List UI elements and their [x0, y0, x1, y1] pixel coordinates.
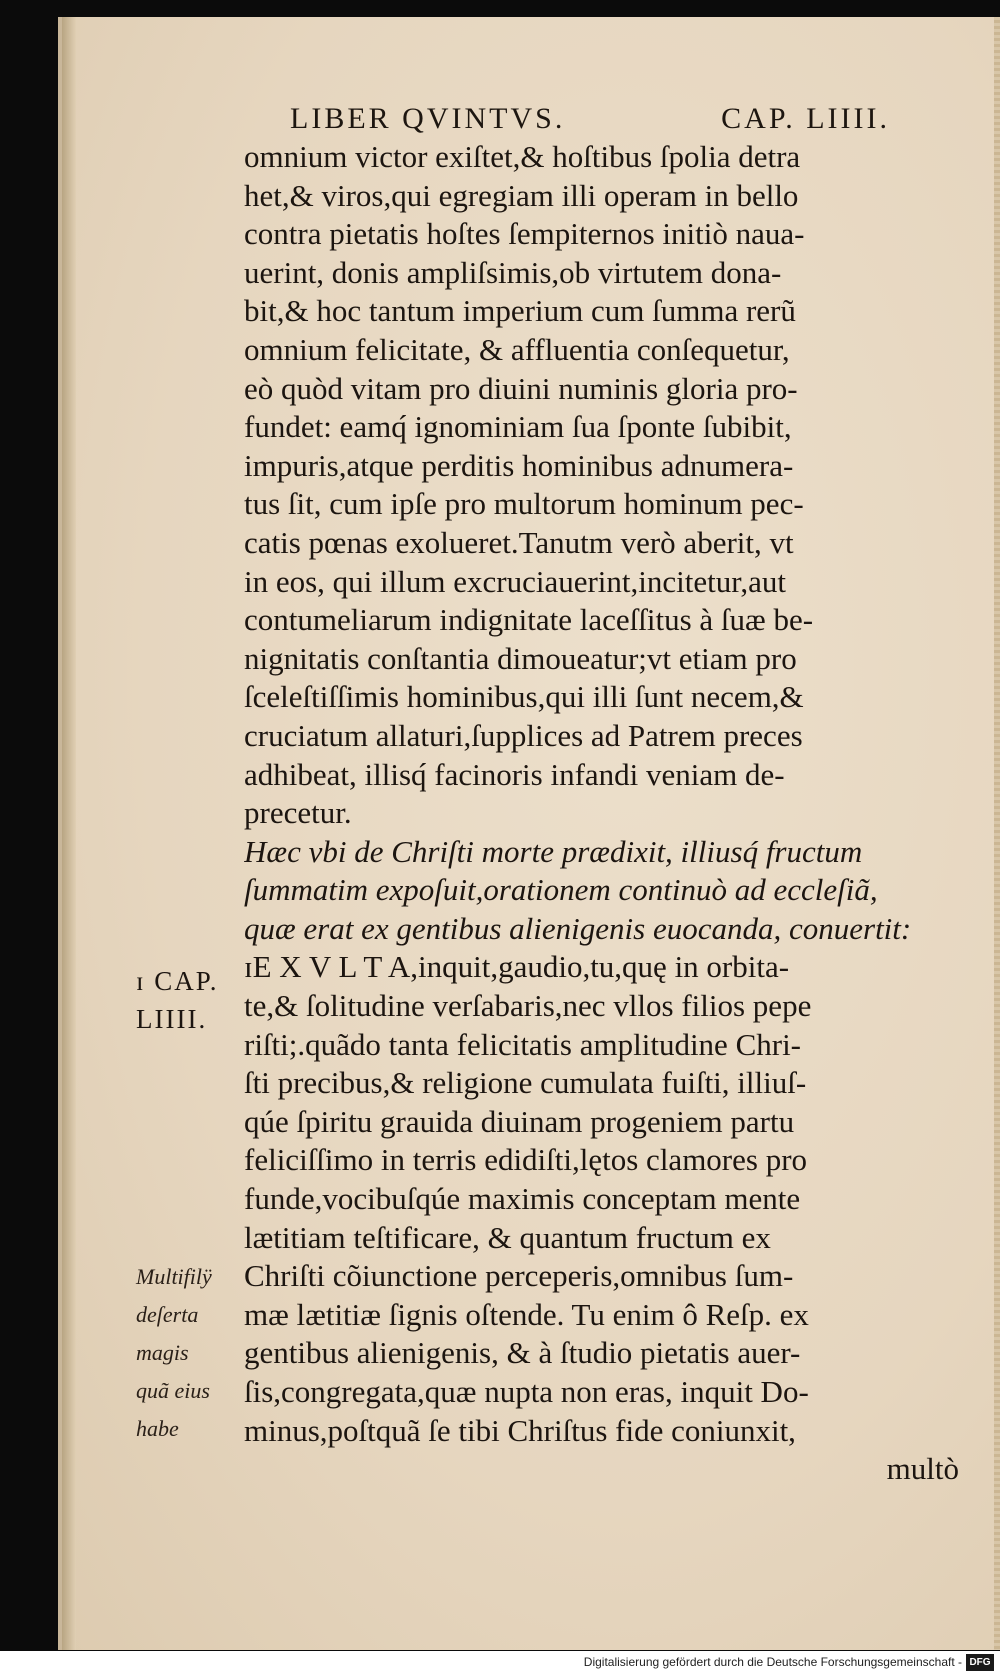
- page-gutter: [62, 17, 76, 1650]
- margin-note-line: quã eius: [136, 1378, 210, 1403]
- running-title: LIBER QVINTVS.: [290, 102, 566, 135]
- margin-note-line: habe: [136, 1416, 179, 1441]
- text-line: feliciſſimo in terris edidiſti,lętos clamores pro: [244, 1142, 808, 1178]
- text-line: eò quòd vitam pro diuini numinis gloria pro-: [244, 370, 798, 406]
- page-edge: [994, 17, 1000, 1650]
- margin-note: [136, 1258, 212, 1448]
- running-header: [290, 102, 890, 142]
- text-line: te,& ſolitudine verſabaris,nec vllos filios pepe: [244, 988, 812, 1024]
- margin-chapter-marker: [136, 962, 219, 1038]
- text-line: impuris,atque perditis hominibus adnumera-: [244, 447, 794, 483]
- body-text: [244, 138, 959, 1489]
- text-line: ſis,congregata,quæ nupta non eras, inquit Do-: [244, 1374, 809, 1409]
- text-line: tus ſit, cum ipſe pro multorum hominum pec-: [244, 486, 804, 522]
- margin-chapter-line: LIIII.: [136, 1004, 208, 1034]
- text-line: ſti precibus,& religione cumulata fuiſti, illiuſ-: [244, 1065, 807, 1101]
- chapter-heading: CAP. LIIII.: [721, 102, 890, 135]
- text-line: mæ lætitiæ ſignis oſtende. Tu enim ô Reſp. ex: [244, 1296, 809, 1332]
- text-line: cruciatum allaturi,ſupplices ad Patrem preces: [244, 717, 803, 753]
- text-line: riſti;.quãdo tanta felicitatis amplitudine Chri-: [244, 1026, 802, 1062]
- text-line: precetur.: [244, 795, 352, 831]
- text-line: uerint, donis ampliſsimis,ob virtutem dona-: [244, 254, 782, 290]
- text-line: funde,vocibuſqúe maximis conceptam mente: [244, 1181, 801, 1217]
- text-line: in eos, qui illum excruciauerint,incitetur,aut: [244, 563, 786, 599]
- text-line: catis pœnas exolueret.Tanutm verò aberit, vt: [244, 524, 794, 560]
- margin-chapter-line: ɪ CAP.: [136, 966, 219, 996]
- text-line: bit,& hoc tantum imperium cum ſumma rerũ: [244, 293, 796, 329]
- text-line: omnium victor exiſtet,& hoſtibus ſpolia detra: [244, 139, 801, 174]
- text-line: contumeliarum indignitate laceſſitus à ſuæ be-: [244, 602, 814, 638]
- margin-note-line: deſerta: [136, 1302, 199, 1327]
- text-line: qúe ſpiritu grauida diuinam progeniem partu: [244, 1103, 795, 1139]
- text-line: fundet: eamq́ ignominiam ſua ſponte ſubibit,: [244, 409, 792, 445]
- text-line: ſceleſtiſſimis hominibus,qui illi ſunt necem,&: [244, 679, 804, 715]
- text-line: omnium felicitate, & affluentia conſequetur,: [244, 331, 790, 367]
- text-line: lætitiam teſtificare, & quantum fructum ex: [244, 1219, 771, 1255]
- footer-bar: [0, 1651, 1000, 1676]
- text-line: ɪE X V L T A,inquit,gaudio,tu,quę in orbita-: [244, 949, 790, 985]
- text-line: quæ erat ex gentibus alienigenis euocanda, conuertit:: [244, 910, 912, 946]
- footer-credit: Digitalisierung gefördert durch die Deutsche Forschungsgemeinschaft -: [583, 1655, 962, 1669]
- margin-note-line: Multifilÿ: [136, 1264, 212, 1289]
- text-line: adhibeat, illisq́ facinoris infandi veniam de-: [244, 756, 785, 792]
- text-line: Chriſti cõiunctione perceperis,omnibus ſum-: [244, 1258, 794, 1294]
- text-line: minus,poſtquã ſe tibi Chriſtus fide coniunxit,: [244, 1412, 796, 1448]
- text-line: het,& viros,qui egregiam illi operam in bello: [244, 177, 799, 213]
- catchword: multò: [886, 1451, 959, 1487]
- text-line: Hæc vbi de Chriſti morte prædixit, illiusq́ fructum: [244, 833, 863, 869]
- text-line: gentibus alienigenis, & à ſtudio pietatis auer-: [244, 1335, 801, 1371]
- text-line: ſummatim expoſuit,orationem continuò ad eccleſiã,: [244, 872, 878, 908]
- text-line: nignitatis conſtantia dimoueatur;vt etiam pro: [244, 640, 797, 676]
- text-line: contra pietatis hoſtes ſempiternos initiò naua-: [244, 216, 805, 252]
- margin-note-line: magis: [136, 1340, 189, 1365]
- dfg-logo: DFG: [966, 1654, 994, 1671]
